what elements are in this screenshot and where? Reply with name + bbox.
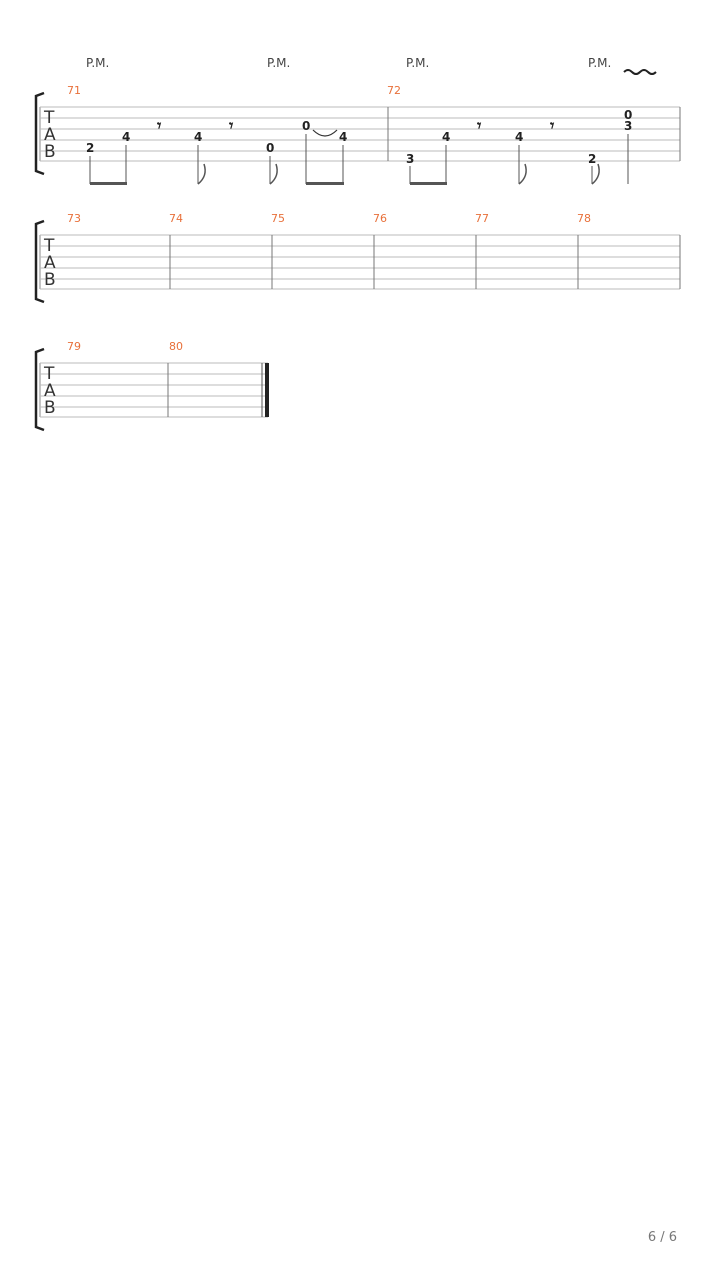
eighth-rest-icon: 𝄾	[550, 116, 555, 135]
eighth-rest-icon: 𝄾	[229, 116, 234, 135]
fret-number: 4	[339, 130, 348, 144]
system-1	[36, 56, 680, 185]
fret-number: 4	[442, 130, 451, 144]
fret-number: 0	[624, 108, 633, 122]
note-flag-icon	[270, 164, 277, 184]
tab-clef-t: T	[44, 108, 55, 128]
tab-staff-lines	[40, 235, 680, 289]
palm-mute-label: P.M.	[267, 56, 291, 70]
barlines	[170, 235, 680, 289]
system-2	[36, 212, 680, 302]
measure-number: 79	[67, 340, 81, 353]
tab-clef-a: A	[44, 381, 56, 401]
tab-clef-a: A	[44, 253, 56, 273]
note-flag-icon	[592, 164, 599, 184]
measure-number: 76	[373, 212, 387, 225]
fret-number: 0	[266, 141, 275, 155]
beam	[410, 182, 447, 185]
fret-number: 4	[122, 130, 131, 144]
measure-number: 77	[475, 212, 489, 225]
measure-number: 72	[387, 84, 401, 97]
eighth-rest-icon: 𝄾	[157, 116, 162, 135]
fret-number: 2	[588, 152, 597, 166]
tab-clef-a: A	[44, 125, 56, 145]
eighth-rest-icon: 𝄾	[477, 116, 482, 135]
note-flag-icon	[519, 164, 526, 184]
measure-number: 78	[577, 212, 591, 225]
fret-number: 4	[515, 130, 524, 144]
measure-number: 74	[169, 212, 183, 225]
vibrato-icon	[624, 70, 656, 74]
fret-number: 3	[406, 152, 415, 166]
tab-staff-lines	[40, 363, 268, 417]
tab-clef-t: T	[44, 236, 55, 256]
measure-number: 80	[169, 340, 183, 353]
page-number: 6 / 6	[647, 1230, 677, 1245]
palm-mute-label: P.M.	[86, 56, 110, 70]
final-barline-thick	[265, 363, 269, 417]
fret-number: 4	[194, 130, 203, 144]
tab-clef-b: B	[44, 270, 56, 290]
beam	[90, 182, 127, 185]
tab-staff-lines	[40, 107, 680, 161]
note-flag-icon	[198, 164, 205, 184]
system-3	[36, 340, 269, 430]
tab-clef-t: T	[44, 364, 55, 384]
fret-number: 3	[624, 119, 633, 133]
tab-clef-b: B	[44, 142, 56, 162]
tab-clef-b: B	[44, 398, 56, 418]
beam	[306, 182, 344, 185]
tie-arc	[313, 130, 337, 136]
measure-number: 71	[67, 84, 81, 97]
fret-number: 0	[302, 119, 311, 133]
fret-number: 2	[86, 141, 95, 155]
measure-number: 75	[271, 212, 285, 225]
palm-mute-label: P.M.	[406, 56, 430, 70]
measure-number: 73	[67, 212, 81, 225]
palm-mute-label: P.M.	[588, 56, 612, 70]
